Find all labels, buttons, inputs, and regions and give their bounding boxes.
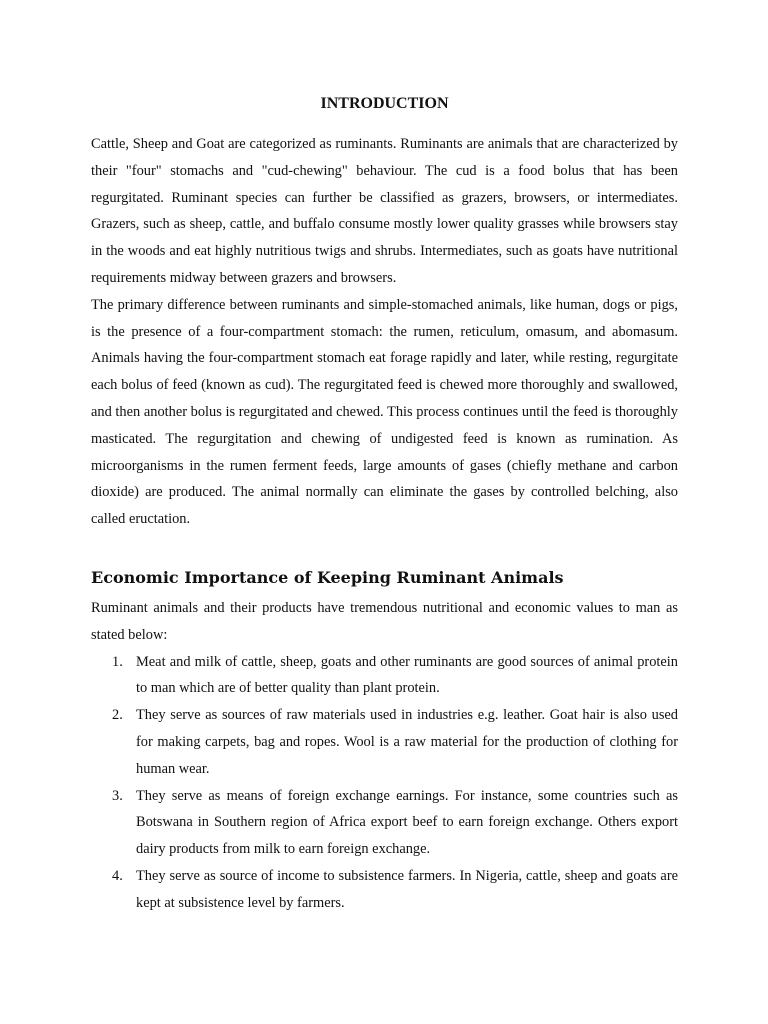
list-item-number: 2. xyxy=(112,707,123,724)
page-title: INTRODUCTION xyxy=(320,95,449,112)
list-item-text: They serve as means of foreign exchange earnings. For instance, some countries such as Botswana in Southern region of Africa export beef to earn foreign exchange. Others export dairy products from milk to earn foreign exchange. xyxy=(136,787,678,858)
section-lead: Ruminant animals and their products have tremendous nutritional and economic values to man as stated below: xyxy=(91,600,678,643)
list-item-text: They serve as source of income to subsistence farmers. In Nigeria, cattle, sheep and goats are kept at subsistence level by farmers. xyxy=(136,867,678,911)
list-item-number: 1. xyxy=(112,653,123,670)
list-item xyxy=(91,863,678,917)
list-item-number: 3. xyxy=(112,787,123,804)
list-item-text: Meat and milk of cattle, sheep, goats and other ruminants are good sources of animal protein to man which are of better quality than plant protein. xyxy=(136,653,678,697)
intro-paragraph: The primary difference between ruminants and simple-stomached animals, like human, dogs or pigs, is the presence of a four-compartment stomach: the rumen, reticulum, omasum, and abomasum. Animals having the four-compartment stomach eat forage rapidly and later, while resting, regurgitate each bolus of feed (known as cud). The regurgitated feed is chewed more thoroughly and swallowed, and then another bolus is regurgitated and chewed. This process continues until the feed is thoroughly masticated. The regurgitation and chewing of undigested feed is known as rumination. As microorganisms in the rumen ferment feeds, large amounts of gases (chiefly methane and carbon dioxide) are produced. The animal normally can eliminate the gases by controlled belching, also called eructation. xyxy=(91,296,678,528)
intro-paragraph: Cattle, Sheep and Goat are categorized as ruminants. Ruminants are animals that are characterized by their "four" stomachs and "cud-chewing" behaviour. The cud is a food bolus that has been regurgitated. Ruminant species can further be classified as grazers, browsers, or intermediates. Grazers, such as sheep, cattle, and buffalo consume mostly lower quality grasses while browsers stay in the woods and eat highly nutritious twigs and shrubs. Intermediates, such as goats have nutritional requirements midway between grazers and browsers. xyxy=(91,136,678,286)
introduction-body xyxy=(91,131,678,533)
list-item xyxy=(91,702,678,782)
list-item-number: 4. xyxy=(112,867,123,884)
section-body xyxy=(91,595,678,917)
numbered-list xyxy=(91,649,678,917)
section-heading: Economic Importance of Keeping Ruminant Animals xyxy=(91,568,564,587)
list-item xyxy=(91,649,678,703)
list-item-text: They serve as sources of raw materials used in industries e.g. leather. Goat hair is also used for making carpets, bag and ropes. Wool is a raw material for the production of clothing for human wear. xyxy=(136,707,678,777)
list-item xyxy=(91,783,678,863)
